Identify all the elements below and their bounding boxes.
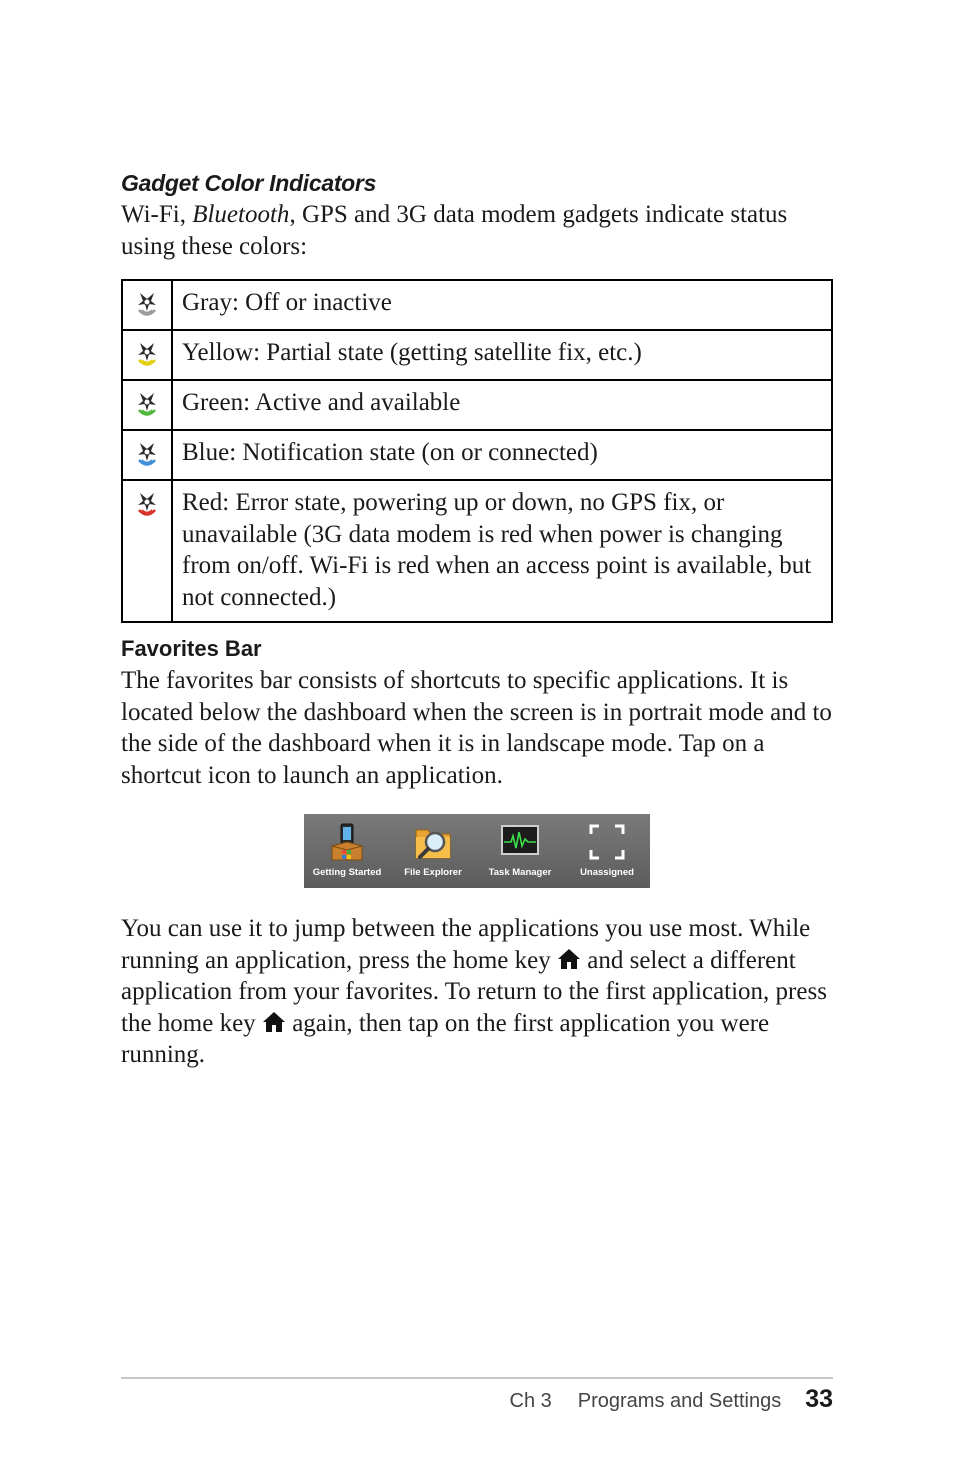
footer-section: Programs and Settings: [577, 1390, 782, 1412]
favorites-bar-paragraph: The favorites bar consists of shortcuts to specific applications. It is located below the dashboard when the screen is in portrait mode and to the side of the dashboard when it is in landscape mode. Tap on a shortcut icon to launch an application.: [121, 667, 832, 789]
gadget-color-row: [122, 380, 832, 430]
home-key-icon: [262, 1010, 286, 1034]
favorite-getting-started[interactable]: Getting Started: [304, 814, 390, 888]
home-key-paragraph: You can use it to jump between the applications you use most. While running an application, press the home key and select a different application from your favorites. To return to the first application, press the home key again, then tap on the first application you were running.: [121, 915, 827, 1068]
gadget-intro-paragraph: Wi-Fi, Bluetooth, GPS and 3G data modem gadgets indicate status using these colors:: [121, 201, 788, 260]
favorite-task-manager[interactable]: Task Manager: [477, 814, 563, 888]
file-explorer-icon: [413, 822, 453, 862]
gadget-color-description: Blue: Notification state (on or connected): [172, 430, 832, 480]
bluetooth-term: Bluetooth: [192, 201, 290, 228]
gadget-red-icon: [134, 489, 160, 519]
section-heading-favorites-bar: Favorites Bar: [121, 636, 262, 661]
getting-started-icon: [327, 822, 367, 862]
footer-chapter: Ch 3: [509, 1390, 552, 1412]
unassigned-icon: [587, 822, 627, 862]
task-manager-icon: [500, 822, 540, 862]
favorite-unassigned[interactable]: Unassigned: [564, 814, 650, 888]
page-number: 33: [805, 1385, 833, 1413]
gadget-color-row: [122, 480, 832, 622]
gadget-color-description: Green: Active and available: [172, 380, 832, 430]
favorite-file-explorer[interactable]: File Explorer: [390, 814, 476, 888]
gadget-color-row: [122, 430, 832, 480]
gadget-yellow-icon: [134, 339, 160, 369]
home-key-icon: [557, 947, 581, 971]
page-footer: [510, 1385, 834, 1414]
gadget-color-description: Gray: Off or inactive: [172, 280, 832, 330]
footer-divider: [121, 1377, 833, 1379]
gadget-color-description: Red: Error state, powering up or down, no GPS fix, or unavailable (3G data modem is red when power is changing from on/off. Wi-Fi is red when an access point is available, but not connected.): [172, 480, 832, 622]
gadget-color-row: [122, 330, 832, 380]
gadget-color-table: [121, 279, 833, 623]
section-heading-gadget-colors: Gadget Color Indicators: [121, 170, 377, 196]
favorites-bar: [304, 814, 650, 888]
gadget-green-icon: [134, 389, 160, 419]
gadget-color-row: [122, 280, 832, 330]
gadget-gray-icon: [134, 289, 160, 319]
gadget-color-description: Yellow: Partial state (getting satellite fix, etc.): [172, 330, 832, 380]
gadget-blue-icon: [134, 439, 160, 469]
